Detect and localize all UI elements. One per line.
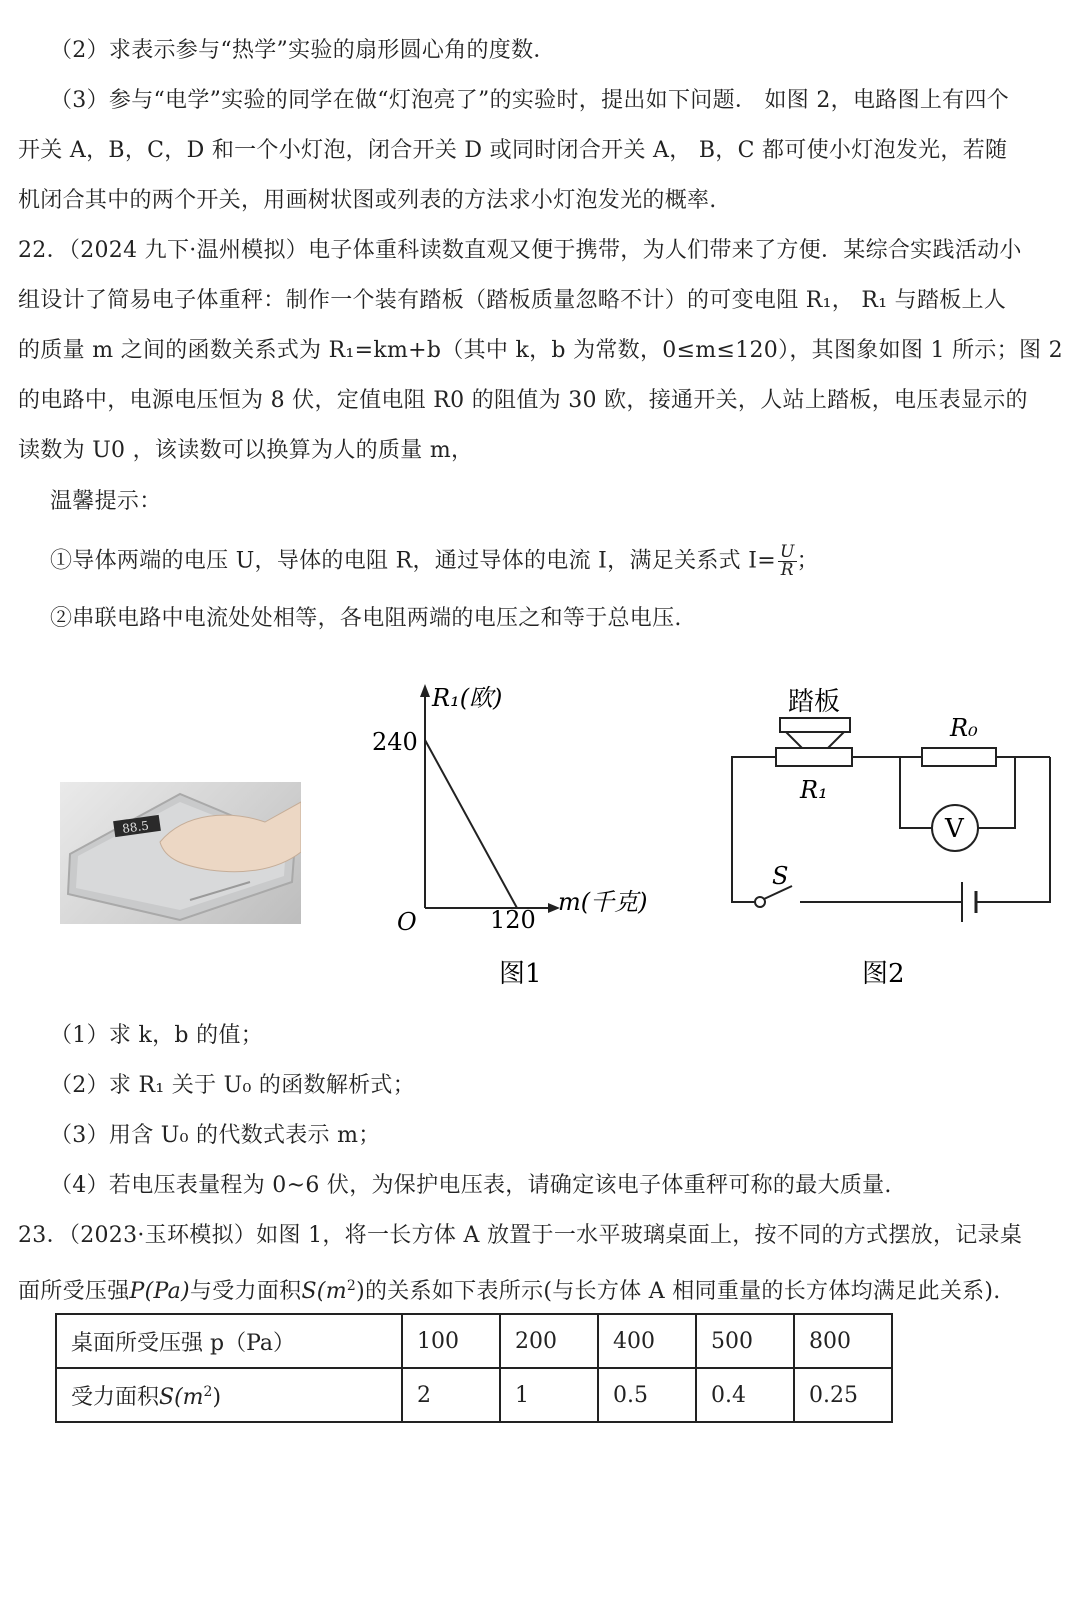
figure-1-caption: 图1	[499, 959, 542, 989]
table-cell: 0.4	[696, 1368, 794, 1422]
fraction-numerator: U	[780, 542, 795, 562]
table-row-area	[56, 1368, 892, 1422]
figure-1-graph	[362, 670, 682, 1000]
pressure-area-table	[55, 1313, 893, 1423]
tip-title: 温馨提示：	[50, 489, 162, 514]
wire-meter-right	[978, 757, 1015, 828]
figure-2-circuit	[720, 670, 1065, 1000]
q23-area-exponent: 2	[346, 1278, 357, 1294]
x-tick-120: 120	[490, 906, 536, 934]
resistor-r0	[922, 748, 996, 766]
ohm-fraction	[778, 544, 797, 579]
q21-part3-line3: 机闭合其中的两个开关，用画树状图或列表的方法求小灯泡发光的概率.	[18, 188, 717, 213]
area-header-close: )	[212, 1384, 222, 1410]
wire-right	[976, 757, 1050, 902]
q21-part3-line1: （3）参与“电学”实验的同学在做“灯泡亮了”的实验时，提出如下问题． 如图 2，电路图上有四个	[50, 88, 1010, 113]
q23-line2	[18, 1271, 1001, 1307]
tip-1	[50, 544, 819, 579]
y-tick-240: 240	[372, 728, 418, 756]
q22-line4: 的电路中，电源电压恒为 8 伏，定值电阻 R0 的阻值为 30 欧，接通开关，人站上踏板，电压表显示的	[18, 388, 1028, 413]
x-axis-label: m(千克)	[558, 888, 648, 916]
r0-label: R₀	[950, 714, 978, 742]
function-line	[425, 740, 517, 908]
scale-photo	[60, 782, 301, 924]
table-cell: 400	[598, 1314, 696, 1368]
tip-1-end: ；	[796, 548, 819, 574]
table-cell: 1	[500, 1368, 598, 1422]
q22-sub1: （1）求 k，b 的值；	[50, 1023, 263, 1048]
q22-line1: 22．（2024 九下·温州模拟）电子体重科读数直观又便于携带，为人们带来了方便．某综合实践活动小	[18, 238, 1022, 263]
table-row-pressure	[56, 1314, 892, 1368]
resistor-r1	[776, 748, 852, 766]
q22-sub4: （4）若电压表量程为 0~6 伏，为保护电压表，请确定该电子体重秤可称的最大质量.	[50, 1173, 892, 1198]
q21-part2: （2）求表示参与“热学”实验的扇形圆心角的度数．	[50, 38, 556, 63]
tip-1-text: ①导体两端的电压 U，导体的电阻 R，通过导体的电流 I，满足关系式 I=	[50, 548, 776, 574]
area-header-exponent: 2	[203, 1383, 213, 1400]
scale-photo-drawing	[60, 782, 301, 924]
q22-line2: 组设计了简易电子体重秤：制作一个装有踏板（踏板质量忽略不计）的可变电阻 R₁， R₁ 与踏板上人	[18, 288, 1007, 313]
origin-label: O	[397, 908, 417, 936]
q23-pressure-symbol: P(Pa)	[129, 1279, 190, 1304]
switch-contact	[755, 897, 765, 907]
fraction-denominator: R	[780, 560, 794, 580]
table-header-area	[56, 1368, 402, 1422]
table-header-pressure: 桌面所受压强 p（Pa）	[56, 1314, 402, 1368]
q23-area-symbol: S(m	[301, 1279, 347, 1304]
pedal-plate	[780, 718, 850, 732]
pedal-label: 踏板	[788, 687, 841, 717]
q23-line2-b: 与受力面积	[189, 1279, 302, 1304]
q22-line5: 读数为 U0 ，该读数可以换算为人的质量 m，	[18, 438, 474, 463]
r1-label: R₁	[800, 776, 828, 804]
table-cell: 200	[500, 1314, 598, 1368]
table-cell: 0.5	[598, 1368, 696, 1422]
table-cell: 500	[696, 1314, 794, 1368]
q22-line3: 的质量 m 之间的函数关系式为 R₁=km+b（其中 k，b 为常数，0≤m≤120），其图象如图 1 所示；图 2	[18, 338, 1063, 363]
area-header-text: 受力面积	[71, 1384, 160, 1410]
table-cell: 0.25	[794, 1368, 892, 1422]
table-cell: 2	[402, 1368, 500, 1422]
y-axis-label: R₁(欧)	[432, 684, 503, 712]
scale-display-value: 88.5	[121, 818, 150, 837]
y-axis-arrow	[420, 684, 430, 697]
q21-part3-line2: 开关 A，B，C，D 和一个小灯泡，闭合开关 D 或同时闭合开关 A， B，C 都可使小灯泡发光，若随	[18, 138, 1008, 163]
q23-area-close: )	[356, 1279, 365, 1304]
q23-line1: 23．（2023·玉环模拟）如图 1，将一长方体 A 放置于一水平玻璃桌面上，按不同的方式摆放，记录桌	[18, 1223, 1023, 1248]
figure-2-caption: 图2	[862, 959, 905, 989]
tip-2: ②串联电路中电流处处相等，各电阻两端的电压之和等于总电压.	[50, 606, 682, 631]
wire-meter-left	[900, 757, 932, 828]
q22-sub2: （2）求 R₁ 关于 U₀ 的函数解析式；	[50, 1073, 416, 1098]
table-cell: 800	[794, 1314, 892, 1368]
area-header-symbol: S(m	[159, 1384, 204, 1410]
wire-left	[732, 757, 776, 902]
voltmeter-label: V	[945, 814, 964, 844]
pedal-support	[786, 732, 844, 748]
switch-label: S	[772, 862, 789, 890]
q23-line2-c: 的关系如下表所示(与长方体 A 相同重量的长方体均满足此关系).	[364, 1279, 1001, 1304]
q23-line2-a: 面所受压强	[18, 1279, 130, 1304]
table-cell: 100	[402, 1314, 500, 1368]
q22-sub3: （3）用含 U₀ 的代数式表示 m；	[50, 1123, 381, 1148]
